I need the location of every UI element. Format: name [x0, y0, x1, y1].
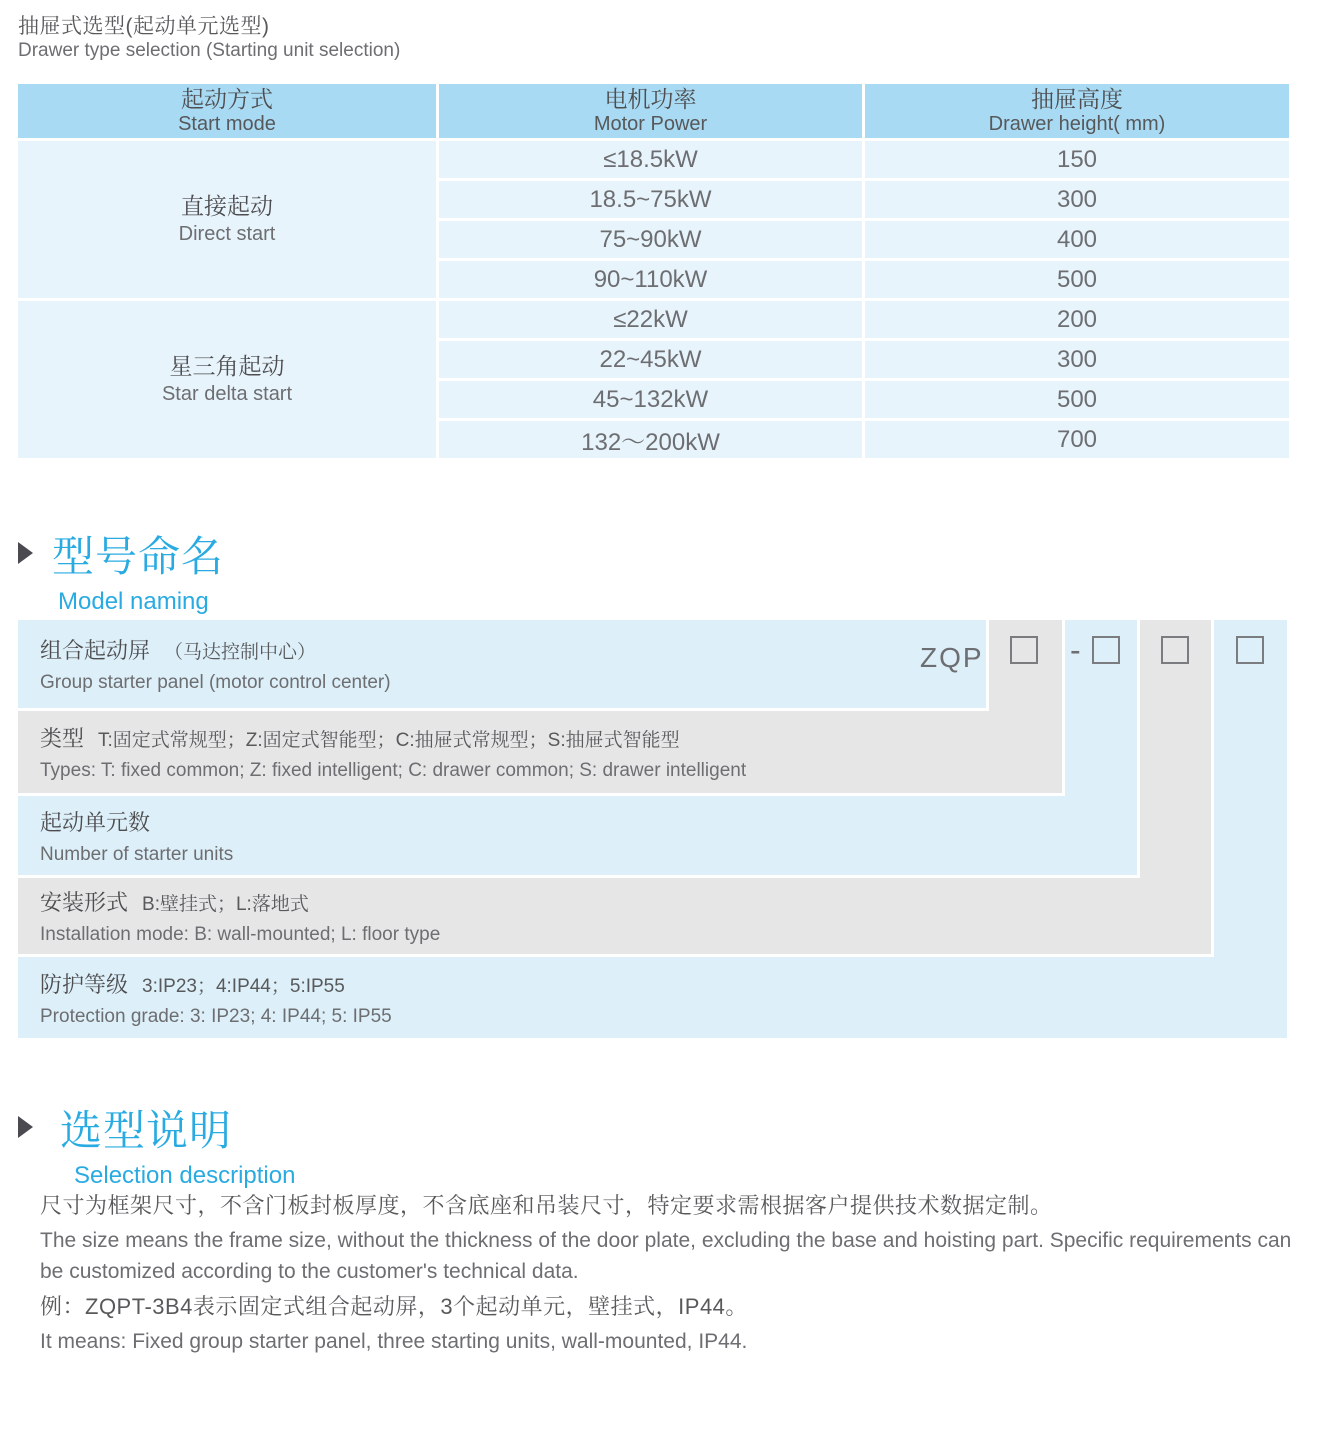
section-title-zh: 选型说明: [60, 1107, 233, 1154]
table-cell-height: 300: [865, 341, 1289, 378]
model-naming-diagram: [18, 620, 1287, 1038]
group-label-zh: 直接起动: [181, 192, 273, 219]
table-cell-power: 22~45kW: [439, 341, 862, 378]
page-title-zh: 抽屉式选型(起动单元选型): [18, 15, 270, 38]
col-header-en: Motor Power: [593, 112, 708, 135]
table-cell-power: ≤22kW: [439, 301, 862, 338]
model-naming-heading: [18, 524, 518, 614]
col-header-zh: 电机功率: [604, 85, 697, 112]
ladder-row-types: [18, 711, 1062, 793]
row-note-zh: B:壁挂式；L:落地式: [142, 894, 309, 915]
col-header-zh: 抽屉高度: [1031, 85, 1123, 112]
col-header-start-mode: [18, 84, 436, 138]
group-direct-start-cell: [18, 141, 436, 298]
row-label-zh: 组合起动屏: [40, 638, 151, 663]
ladder-row-starter-units: [18, 796, 1137, 875]
table-cell-power: ≤18.5kW: [439, 141, 862, 178]
row-label-zh: 起动单元数: [40, 809, 151, 835]
table-cell-power: 18.5~75kW: [439, 181, 862, 218]
group-label-zh: 星三角起动: [169, 352, 285, 379]
row-label-zh: 防护等级: [40, 971, 129, 997]
model-code-box-protection: [1236, 636, 1264, 664]
description-line-zh: 尺寸为框架尺寸，不含门板封板厚度，不含底座和吊装尺寸，特定要求需根据客户提供技术数据定制。: [40, 1193, 1053, 1218]
ladder-row-group-starter-panel: [18, 620, 986, 708]
arrow-icon: [18, 542, 33, 564]
ladder-row-installation-mode: [18, 878, 1211, 954]
col-header-zh: 起动方式: [181, 85, 273, 112]
example-line-zh: 例：ZQPT-3B4表示固定式组合起动屏，3个起动单元，壁挂式，IP44。: [40, 1294, 748, 1319]
selection-description-heading: [18, 1098, 518, 1188]
row-label-zh: 安装形式: [40, 890, 129, 915]
row-label-en: Installation mode: B: wall-mounted; L: floor type: [40, 924, 441, 945]
row-label-en: Types: T: fixed common; Z: fixed intelligent; C: drawer common; S: drawer intelligent: [40, 760, 747, 781]
model-code-dash: -: [1070, 632, 1081, 668]
table-cell-power: 90~110kW: [439, 261, 862, 298]
col-header-motor-power: [439, 84, 862, 138]
example-line-en: It means: Fixed group starter panel, three starting units, wall-mounted, IP44.: [40, 1330, 748, 1353]
arrow-icon: [18, 1116, 33, 1138]
section-title-en: Selection description: [74, 1162, 296, 1189]
section-title-en: Model naming: [58, 588, 209, 615]
model-code-box-installation: [1161, 636, 1189, 664]
group-label-en: Direct start: [178, 223, 276, 246]
table-cell-power: 132～200kW: [439, 421, 862, 458]
group-label-en: Star delta start: [161, 383, 293, 406]
model-code-box-type: [1010, 636, 1038, 664]
group-star-delta-cell: [18, 301, 436, 458]
row-note-zh: T:固定式常规型；Z:固定式智能型；C:抽屉式常规型；S:抽屉式智能型: [98, 730, 680, 751]
col-header-drawer-height: [865, 84, 1289, 138]
row-label-en: Protection grade: 3: IP23; 4: IP44; 5: IP55: [40, 1005, 392, 1027]
row-label-en: Group starter panel (motor control center): [40, 672, 391, 693]
ladder-row-protection-grade: [18, 957, 1287, 1038]
description-line-en: The size means the frame size, without the thickness of the door plate, excluding the base and hoisting part. Specific requirements can be customized according to the customer's technical data.: [40, 1229, 1292, 1283]
table-cell-height: 500: [865, 381, 1289, 418]
table-cell-height: 400: [865, 221, 1289, 258]
table-cell-height: 700: [865, 421, 1289, 458]
col-header-en: Drawer height( mm): [988, 112, 1166, 135]
table-cell-height: 150: [865, 141, 1289, 178]
table-cell-height: 300: [865, 181, 1289, 218]
col-header-en: Start mode: [178, 112, 276, 135]
section-title-zh: 型号命名: [52, 533, 225, 580]
model-code-prefix: ZQP: [920, 642, 984, 673]
model-code-box-units: [1092, 636, 1120, 664]
row-note-zh: 3:IP23；4:IP44；5:IP55: [142, 975, 345, 997]
table-cell-power: 75~90kW: [439, 221, 862, 258]
row-note-zh: （马达控制中心）: [164, 642, 317, 663]
selection-description-body: [40, 1190, 1292, 1361]
row-label-en: Number of starter units: [40, 843, 234, 865]
table-cell-height: 200: [865, 301, 1289, 338]
table-cell-power: 45~132kW: [439, 381, 862, 418]
table-cell-height: 500: [865, 261, 1289, 298]
row-label-zh: 类型: [40, 726, 85, 751]
page-title-en: Drawer type selection (Starting unit selection): [18, 40, 401, 61]
drawer-selection-table: [18, 84, 1289, 458]
